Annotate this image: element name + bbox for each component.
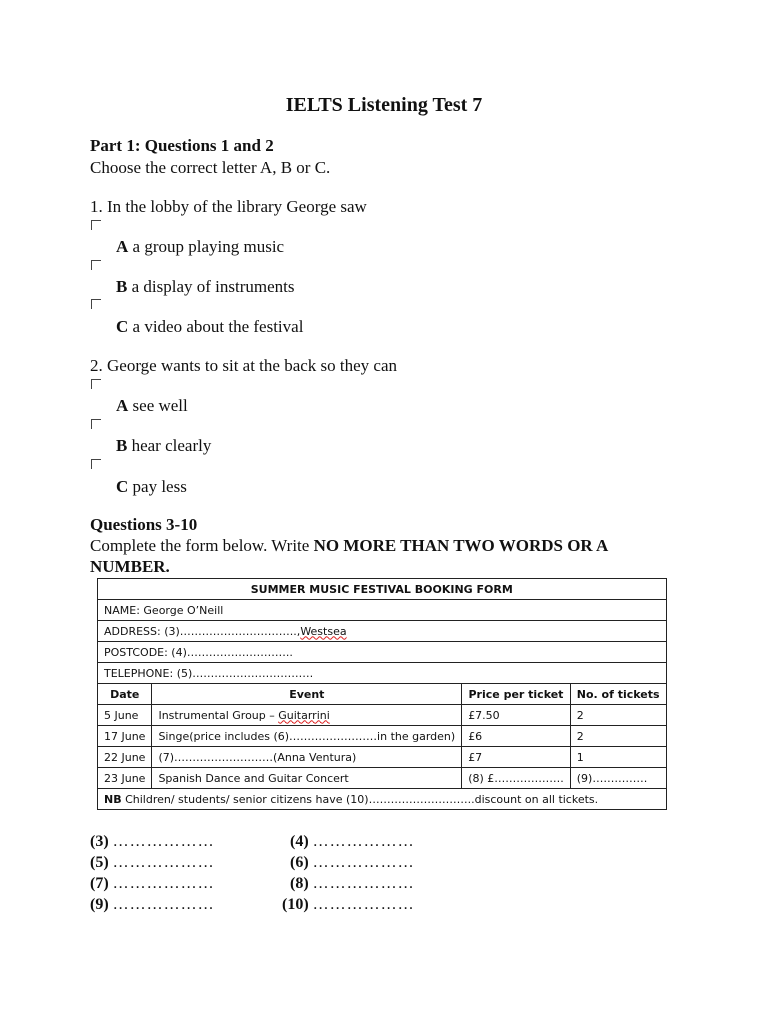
answer-blank: ………………: [112, 854, 215, 871]
option-q2-b: [116, 436, 211, 456]
option-q2-c: [116, 477, 187, 497]
instruction-plain: Complete the form below. Write: [90, 536, 314, 555]
answer-number: (3): [90, 833, 109, 850]
cell-event: [152, 705, 462, 726]
form-nb-row: [98, 789, 667, 810]
option-q1-a: [116, 237, 284, 257]
table-header-row: [98, 684, 667, 705]
cell-price: (8) £……………….: [462, 768, 571, 789]
event-name-misspelled: Guitarrini: [278, 708, 330, 722]
checkbox-q1-b[interactable]: [91, 260, 101, 270]
answer-number: (8): [290, 875, 309, 892]
form-telephone-row: TELEPHONE: (5)……………………………: [98, 663, 667, 684]
checkbox-q2-b[interactable]: [91, 419, 101, 429]
address-prefix: ADDRESS: (3)…………………………..,: [104, 624, 301, 638]
cell-tickets: 2: [570, 726, 666, 747]
option-text: a group playing music: [128, 237, 285, 256]
col-header-date: Date: [98, 684, 152, 705]
booking-form-table: [97, 578, 667, 810]
option-letter: C: [116, 477, 129, 496]
checkbox-q2-c[interactable]: [91, 459, 101, 469]
cell-event: Singe(price includes (6)……………………in the garden): [152, 726, 462, 747]
answer-number: (6): [290, 854, 309, 871]
cell-tickets: 2: [570, 705, 666, 726]
page-title: IELTS Listening Test 7: [285, 94, 483, 116]
answer-number: (10): [282, 896, 309, 913]
form-address-row: [98, 621, 667, 642]
answer-9[interactable]: [90, 896, 215, 914]
form-postcode-row: POSTCODE: (4)………………………..: [98, 642, 667, 663]
instruction-bold: NO MORE THAN TWO WORDS OR A: [313, 536, 609, 555]
answer-5[interactable]: [90, 854, 215, 872]
cell-tickets: (9)……………: [570, 768, 666, 789]
answer-number: (5): [90, 854, 109, 871]
answer-6[interactable]: [290, 854, 415, 872]
option-q2-a: [116, 396, 188, 416]
table-row: [98, 726, 667, 747]
option-letter: C: [116, 317, 129, 336]
checkbox-q1-c[interactable]: [91, 299, 101, 309]
option-letter: A: [116, 396, 129, 415]
event-text: Instrumental Group –: [158, 708, 279, 722]
part1-heading: Part 1: Questions 1 and 2: [90, 136, 274, 155]
address-town: Westsea: [300, 624, 347, 638]
option-letter: A: [116, 237, 129, 256]
option-text: pay less: [128, 477, 187, 496]
table-row: [98, 747, 667, 768]
part2-instruction: [90, 536, 608, 556]
question-2-text: 2. George wants to sit at the back so they can: [90, 356, 398, 375]
answer-4[interactable]: [290, 833, 415, 851]
cell-price: £6: [462, 726, 571, 747]
option-letter: B: [116, 277, 128, 296]
cell-date: 23 June: [98, 768, 152, 789]
answer-blank: ………………: [312, 896, 415, 913]
answer-blank: ………………: [112, 833, 215, 850]
part2-heading: Questions 3-10: [90, 515, 198, 534]
answer-7[interactable]: [90, 875, 215, 893]
cell-date: 17 June: [98, 726, 152, 747]
form-title: SUMMER MUSIC FESTIVAL BOOKING FORM: [98, 579, 667, 600]
option-text: hear clearly: [127, 436, 212, 455]
answer-number: (7): [90, 875, 109, 892]
cell-event: (7)………………………(Anna Ventura): [152, 747, 462, 768]
answer-blank: ………………: [112, 875, 215, 892]
cell-tickets: 1: [570, 747, 666, 768]
table-row: [98, 768, 667, 789]
option-q1-b: [116, 277, 295, 297]
nb-label: NB: [104, 792, 122, 806]
cell-date: 22 June: [98, 747, 152, 768]
answer-blank: ………………: [312, 833, 415, 850]
cell-date: 5 June: [98, 705, 152, 726]
answer-blank: ………………: [312, 854, 415, 871]
answer-number: (4): [290, 833, 309, 850]
part1-instruction: Choose the correct letter A, B or C.: [90, 158, 331, 177]
answer-blank: ………………: [312, 875, 415, 892]
part2-instruction-continued: NUMBER.: [90, 557, 170, 576]
option-letter: B: [116, 436, 128, 455]
cell-price: £7: [462, 747, 571, 768]
col-header-tickets: No. of tickets: [570, 684, 666, 705]
question-1-text: 1. In the lobby of the library George saw: [90, 197, 367, 216]
col-header-event: Event: [152, 684, 462, 705]
checkbox-q2-a[interactable]: [91, 379, 101, 389]
option-text: a display of instruments: [127, 277, 295, 296]
answer-blank: ………………: [112, 896, 215, 913]
answer-8[interactable]: [290, 875, 415, 893]
answer-10[interactable]: [282, 896, 415, 914]
col-header-price: Price per ticket: [462, 684, 571, 705]
checkbox-q1-a[interactable]: [91, 220, 101, 230]
cell-price: £7.50: [462, 705, 571, 726]
option-text: see well: [128, 396, 188, 415]
answer-number: (9): [90, 896, 109, 913]
form-name-row: NAME: George O’Neill: [98, 600, 667, 621]
table-row: [98, 705, 667, 726]
nb-text: Children/ students/ senior citizens have (10)………………………..discount on all tickets.: [121, 792, 599, 806]
option-q1-c: [116, 317, 303, 337]
option-text: a video about the festival: [128, 317, 304, 336]
answer-3[interactable]: [90, 833, 215, 851]
cell-event: Spanish Dance and Guitar Concert: [152, 768, 462, 789]
